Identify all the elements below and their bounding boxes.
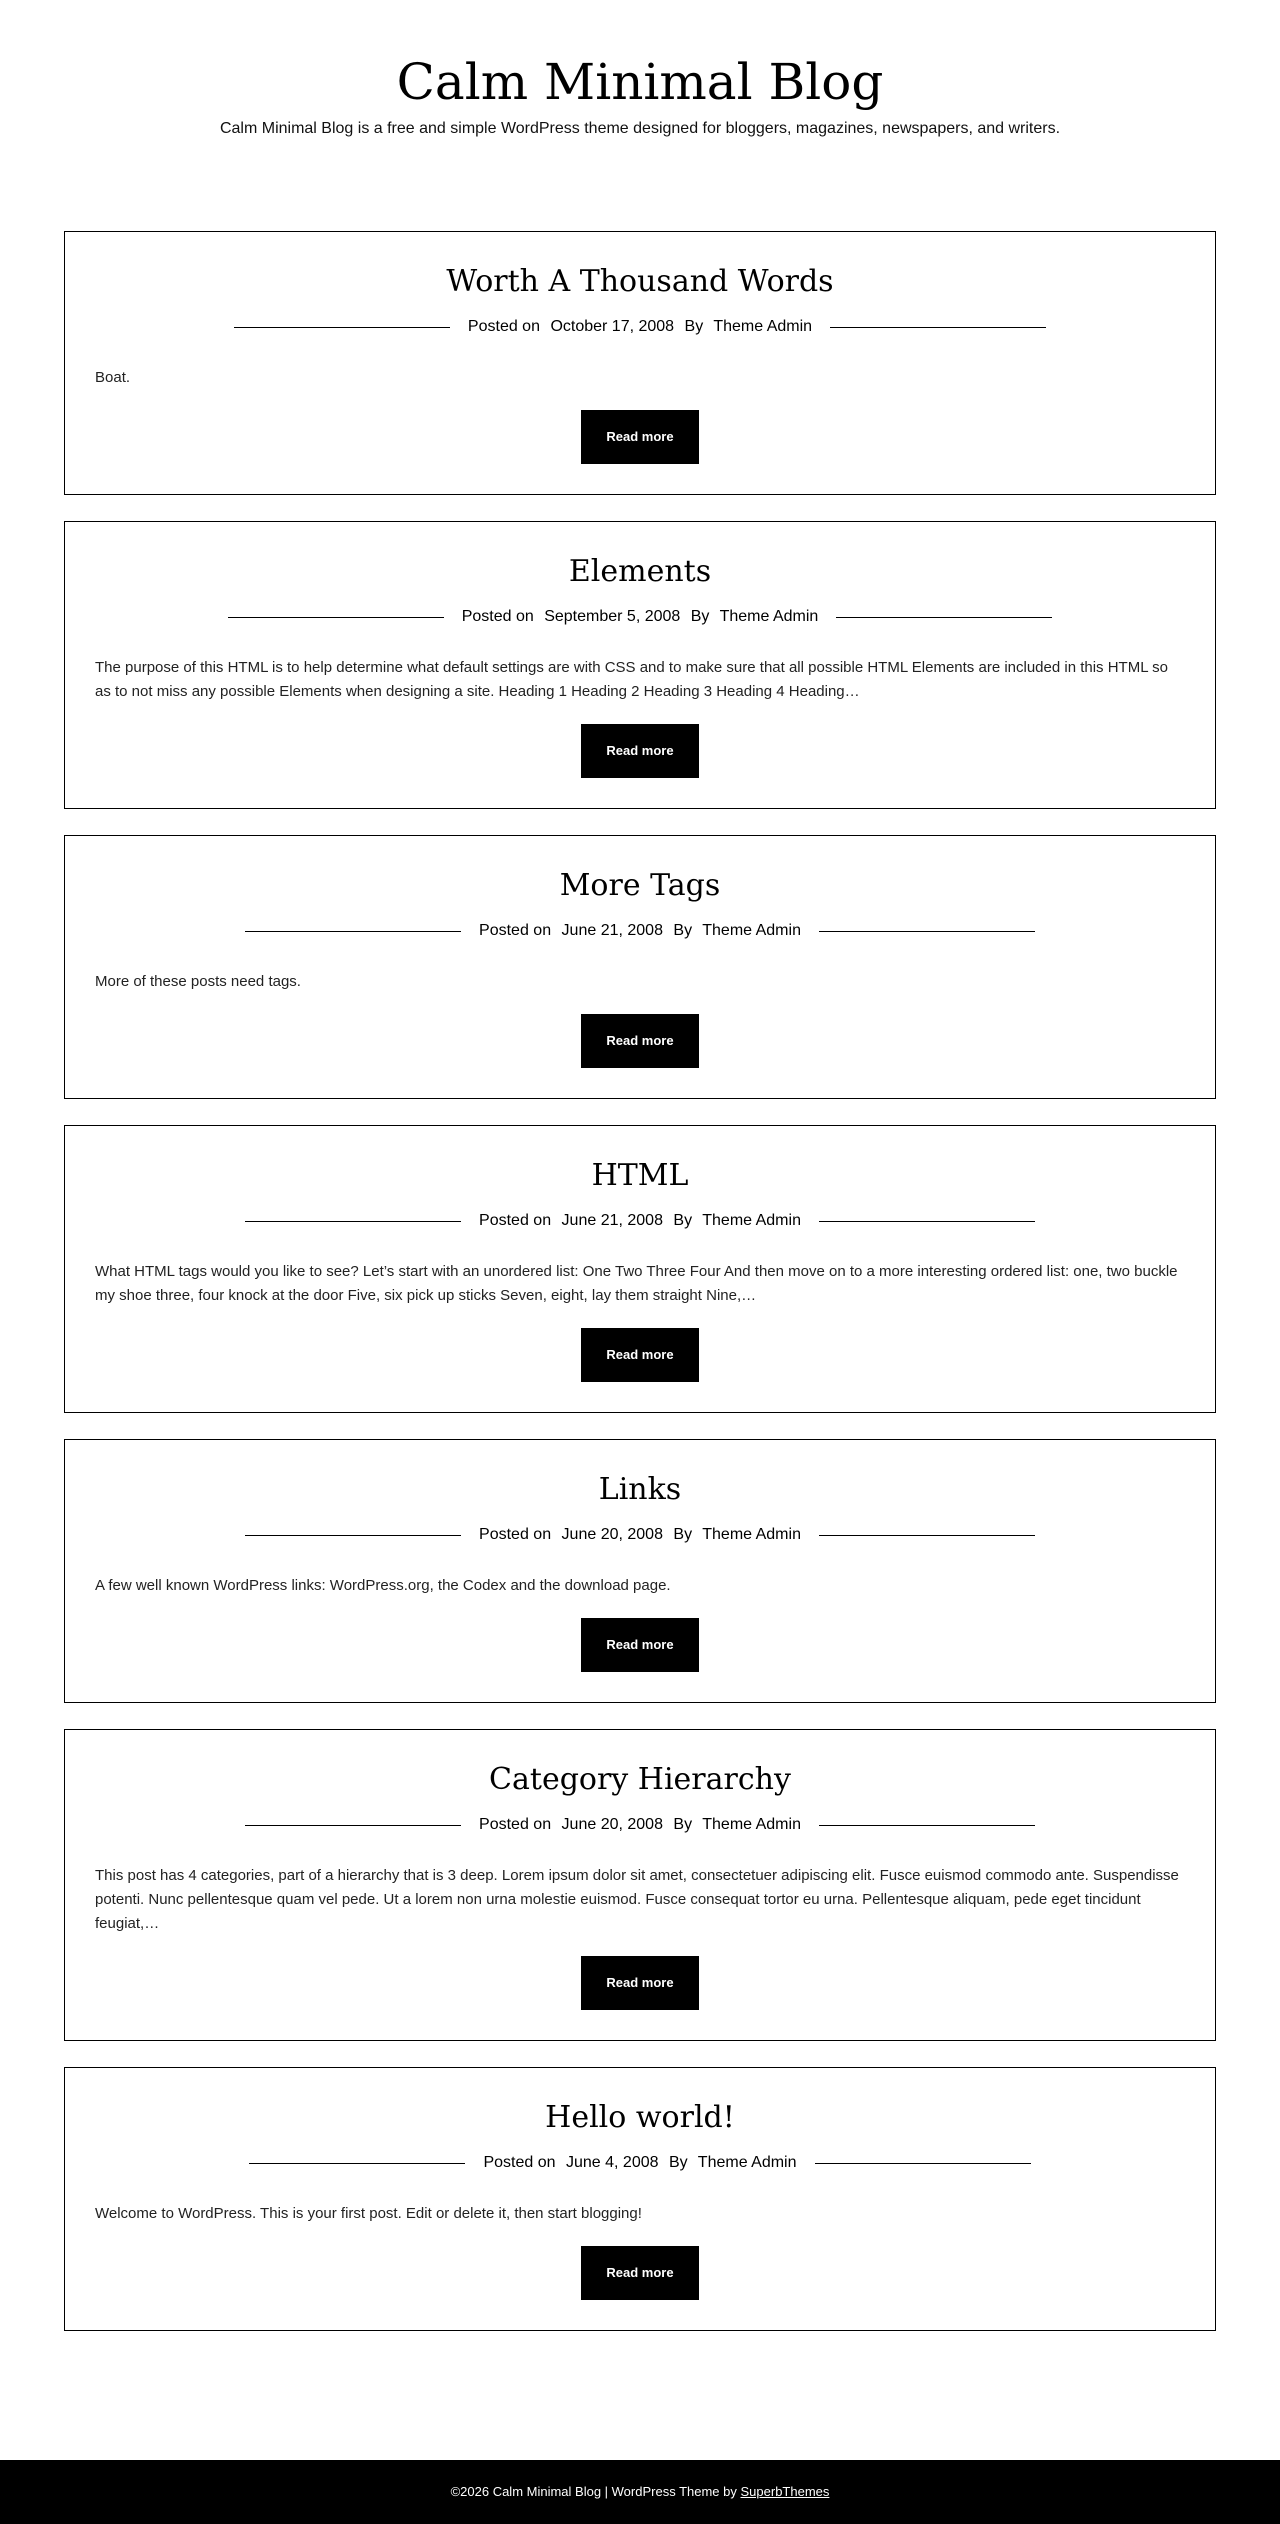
post-author[interactable]: Theme Admin	[702, 1526, 801, 1543]
post-meta	[95, 606, 1185, 628]
post-author[interactable]: Theme Admin	[713, 318, 813, 335]
meta-text	[461, 1210, 819, 1232]
posted-on-label: Posted on	[467, 318, 540, 335]
post-title[interactable]: Hello world!	[545, 2100, 735, 2135]
post-date[interactable]: June 4, 2008	[565, 2154, 659, 2171]
meta-divider-left	[245, 1535, 461, 1536]
posted-on-label: Posted on	[479, 922, 552, 939]
post-card	[64, 1729, 1216, 2041]
meta-text	[461, 1814, 819, 1836]
site-header	[0, 0, 1280, 140]
posted-on-label: Posted on	[479, 1212, 552, 1229]
post-author[interactable]: Theme Admin	[697, 2154, 797, 2171]
by-label: By	[673, 922, 693, 939]
post-excerpt: The purpose of this HTML is to help determine what default settings are with CSS and to make sure that all possible HTML Elements are included in this HTML so as to not miss any possible Elements when designing a site. Heading 1 Heading 2 Heading 3 Heading 4 Heading…	[95, 659, 1169, 700]
site-footer	[0, 2460, 1280, 2524]
meta-divider-left	[245, 1825, 461, 1826]
meta-divider-right	[819, 1535, 1035, 1536]
post-title[interactable]: Links	[598, 1472, 682, 1507]
post-author[interactable]: Theme Admin	[719, 608, 819, 625]
post-card	[64, 231, 1216, 495]
read-more-button[interactable]: Read more	[581, 1956, 699, 2010]
post-date[interactable]: June 21, 2008	[561, 922, 663, 939]
post-card	[64, 835, 1216, 1099]
post-card	[64, 521, 1216, 809]
meta-text	[461, 920, 819, 942]
posted-on-label: Posted on	[461, 608, 534, 625]
post-meta	[95, 920, 1185, 942]
post-author[interactable]: Theme Admin	[702, 1816, 801, 1833]
meta-text	[450, 316, 830, 338]
post-meta	[95, 1814, 1185, 1836]
post-excerpt: Boat.	[95, 369, 131, 386]
meta-divider-right	[836, 617, 1052, 618]
post-author[interactable]: Theme Admin	[702, 1212, 801, 1229]
post-excerpt: What HTML tags would you like to see? Let’s start with an unordered list: One Two Three Four And then move on to a more interesting ordered list: one, two buckle my shoe three, four knock at the door Five, six pick up sticks Seven, eight, lay them straight Nine,…	[95, 1263, 1178, 1304]
post-excerpt: A few well known WordPress links: WordPress.org, the Codex and the download page.	[95, 1577, 671, 1594]
meta-divider-left	[234, 327, 450, 328]
post-date[interactable]: September 5, 2008	[544, 608, 681, 625]
post-date[interactable]: June 21, 2008	[561, 1212, 663, 1229]
by-label: By	[684, 318, 704, 335]
post-list	[64, 231, 1216, 2357]
meta-text	[465, 2152, 814, 2174]
site-title-link[interactable]: Calm Minimal Blog	[396, 53, 884, 111]
post-excerpt: This post has 4 categories, part of a hierarchy that is 3 deep. Lorem ipsum dolor sit amet, consectetuer adipiscing elit. Fusce euismod commodo ante. Suspendisse potenti. Nunc pellentesque quam vel pede. Ut a lorem non urna molestie euismod. Fusce consequat tortor eu urna. Pellentesque aliquam, pede eget tincidunt feugiat,…	[95, 1867, 1179, 1932]
meta-divider-right	[819, 1825, 1035, 1826]
post-excerpt: More of these posts need tags.	[95, 973, 301, 990]
posted-on-label: Posted on	[479, 1816, 552, 1833]
post-meta	[95, 316, 1185, 338]
post-date[interactable]: October 17, 2008	[550, 318, 675, 335]
meta-text	[444, 606, 837, 628]
site-description: Calm Minimal Blog is a free and simple WordPress theme designed for bloggers, magazines, newspapers, and writers.	[219, 120, 1061, 137]
footer-text: ©2026 Calm Minimal Blog | WordPress Theme by	[450, 2484, 737, 2499]
by-label: By	[673, 1816, 693, 1833]
read-more-button[interactable]: Read more	[581, 1618, 699, 1672]
post-title[interactable]: Worth A Thousand Words	[446, 264, 834, 299]
read-more-button[interactable]: Read more	[581, 1014, 699, 1068]
meta-divider-right	[819, 1221, 1035, 1222]
meta-divider-left	[245, 1221, 461, 1222]
post-title[interactable]: More Tags	[559, 868, 721, 903]
by-label: By	[673, 1212, 693, 1229]
footer-theme-link[interactable]: SuperbThemes	[740, 2484, 830, 2499]
post-date[interactable]: June 20, 2008	[561, 1816, 663, 1833]
post-meta	[95, 1210, 1185, 1232]
post-meta	[95, 1524, 1185, 1546]
post-meta	[95, 2152, 1185, 2174]
post-title[interactable]: Elements	[568, 554, 712, 589]
post-card	[64, 1125, 1216, 1413]
post-excerpt: Welcome to WordPress. This is your first post. Edit or delete it, then start blogging!	[95, 2205, 642, 2222]
post-author[interactable]: Theme Admin	[702, 922, 801, 939]
post-title[interactable]: HTML	[591, 1158, 689, 1193]
read-more-button[interactable]: Read more	[581, 410, 699, 464]
read-more-button[interactable]: Read more	[581, 2246, 699, 2300]
meta-divider-right	[830, 327, 1046, 328]
post-title[interactable]: Category Hierarchy	[489, 1762, 791, 1797]
read-more-button[interactable]: Read more	[581, 1328, 699, 1382]
meta-divider-right	[815, 2163, 1031, 2164]
by-label: By	[690, 608, 710, 625]
posted-on-label: Posted on	[479, 1526, 552, 1543]
meta-divider-left	[249, 2163, 465, 2164]
meta-divider-left	[228, 617, 444, 618]
post-date[interactable]: June 20, 2008	[561, 1526, 663, 1543]
by-label: By	[668, 2154, 688, 2171]
meta-divider-right	[819, 931, 1035, 932]
read-more-button[interactable]: Read more	[581, 724, 699, 778]
meta-text	[461, 1524, 819, 1546]
posted-on-label: Posted on	[483, 2154, 556, 2171]
by-label: By	[673, 1526, 693, 1543]
post-card	[64, 1439, 1216, 1703]
meta-divider-left	[245, 931, 461, 932]
post-card	[64, 2067, 1216, 2331]
